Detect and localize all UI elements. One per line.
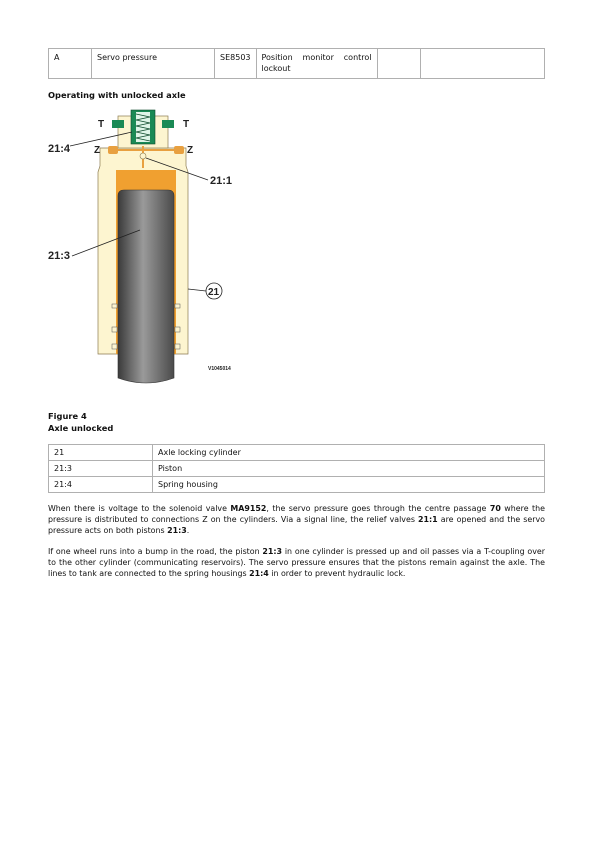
callout-21-3: 21:3: [48, 250, 71, 262]
bold-run: 21:3: [262, 547, 283, 556]
table-cell: SE8503: [215, 49, 257, 79]
callout-21-4: 21:4: [48, 143, 71, 155]
callout-21: 21: [208, 287, 220, 298]
piston: [118, 190, 174, 383]
bold-run: 21:4: [249, 569, 269, 579]
section-heading: Operating with unlocked axle: [48, 90, 186, 100]
leader-21: [188, 289, 206, 291]
text-run: in order to prevent hydraulic lock.: [268, 569, 406, 579]
paragraph-1: [48, 503, 545, 537]
legend-table: [48, 444, 545, 493]
figure-code: V1045014: [208, 366, 231, 372]
label-t-right: T: [183, 119, 190, 130]
paragraph-2: [48, 546, 545, 580]
label-t-left: T: [98, 119, 105, 130]
table-cell: Servo pressure: [92, 49, 215, 79]
table-cell: Spring housing: [153, 477, 545, 493]
figure-caption: [48, 410, 113, 434]
table-cell: 21: [49, 445, 153, 461]
text-run: where the pressure is distributed to connections Z on the cylinders. Via a signal line, the relief valves: [48, 504, 545, 525]
bold-run: MA9152: [230, 504, 267, 513]
bold-run: 70: [489, 504, 501, 513]
label-z-right: Z: [187, 145, 194, 156]
table-cell: Axle locking cylinder: [153, 445, 545, 461]
table-row: [49, 477, 545, 493]
table-cell: Piston: [153, 461, 545, 477]
label-z-left: Z: [94, 145, 101, 156]
text-run: in one cylinder is pressed up and oil passes via a T-coupling over to the other cylinder (communicating reservoirs). The servo pressure ensures that the pistons remain against the axle. The lines to tank are connected to the spring housings: [48, 547, 545, 579]
table-row: [49, 445, 545, 461]
top-table: [48, 48, 545, 79]
text-run: , the servo pressure goes through the centre passage: [266, 504, 490, 513]
relief-valve: [140, 153, 146, 159]
table-row: [49, 461, 545, 477]
table-cell: Position monitor control lockout: [256, 49, 377, 79]
table-cell: 21:3: [49, 461, 153, 477]
bold-run: 21:1: [418, 515, 438, 525]
cylinder-diagram: [48, 106, 248, 396]
z-connection-left: [108, 146, 118, 154]
tank-connection-left: [112, 120, 124, 128]
tank-connection-right: [162, 120, 174, 128]
text-run: When there is voltage to the solenoid valve: [48, 504, 231, 513]
z-connection-right: [174, 146, 184, 154]
callout-21-1: 21:1: [210, 175, 233, 187]
text-run: .: [186, 526, 190, 536]
table-cell: 21:4: [49, 477, 153, 493]
text-run: are opened and the servo pressure acts on both pistons: [48, 515, 545, 536]
table-row: [49, 49, 545, 79]
figure-number: Figure 4: [48, 411, 87, 421]
table-cell: [420, 49, 545, 79]
figure-title: Axle unlocked: [48, 423, 114, 433]
bold-run: 21:3: [167, 526, 187, 536]
table-cell: A: [49, 49, 92, 79]
table-cell: [377, 49, 420, 79]
text-run: If one wheel runs into a bump in the road, the piston: [48, 547, 263, 556]
